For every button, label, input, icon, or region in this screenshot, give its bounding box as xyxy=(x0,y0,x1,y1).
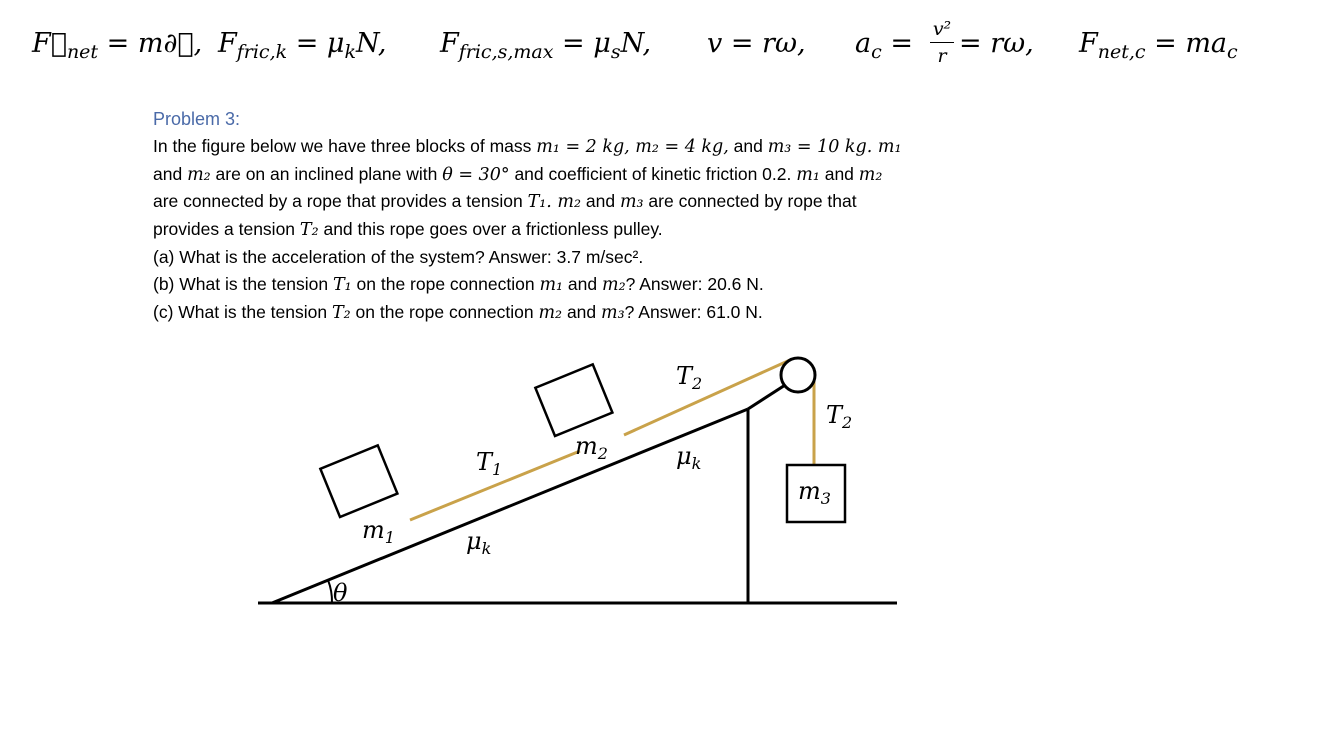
fraction-denominator: r xyxy=(937,45,947,67)
eq-velocity: v = rω, xyxy=(707,28,806,59)
label-mu-k-lower: $\mu_k$ xyxy=(466,527,492,558)
label-theta: θ xyxy=(333,579,348,607)
pulley xyxy=(781,358,815,392)
problem-line-4: provides a tension T₂ and this rope goes over a frictionless pulley. xyxy=(153,219,663,241)
label-m3: $m_3$ xyxy=(798,477,831,508)
eq-newton-second-law: $F⃗_{net}$ = m∂⃗, xyxy=(32,28,203,63)
label-t2-incline: $T_2$ xyxy=(676,362,703,393)
fraction-numerator: v² xyxy=(932,18,952,40)
label-t1: $T_1$ xyxy=(476,448,503,479)
angle-arc xyxy=(328,580,332,603)
label-mu-k-upper: $\mu_k$ xyxy=(676,442,702,473)
block-m1 xyxy=(320,445,397,517)
question-b: (b) What is the tension T₁ on the rope connection m₁ and m₂? Answer: 20.6 N. xyxy=(153,273,764,295)
question-a: (a) What is the acceleration of the system? Answer: 3.7 m/sec². xyxy=(153,246,644,267)
problem-line-1: In the figure below we have three blocks of mass m₁ = 2 kg, m₂ = 4 kg, and m₃ = 10 kg. m₁ xyxy=(153,135,902,157)
problem-title: Problem 3: xyxy=(153,109,241,129)
label-t2-vertical: $T_2$ xyxy=(826,401,853,432)
eq-static-friction: $F_{fric,s,max} = \mu_sN$, xyxy=(440,28,652,63)
label-m1: $m_1$ xyxy=(362,516,395,547)
block-m2 xyxy=(535,364,612,436)
eq-centripetal-rhs: = rω, xyxy=(959,28,1034,59)
eq-kinetic-friction: $F_{fric,k} = \mu_kN$, xyxy=(218,28,387,63)
problem-line-3: are connected by a rope that provides a tension T₁. m₂ and m₃ are connected by rope that xyxy=(153,191,857,213)
eq-centripetal-force: $F_{net,c} = ma_c$ xyxy=(1079,28,1238,63)
label-m2: $m_2$ xyxy=(575,432,608,463)
eq-centripetal-lhs: $a_c$ = xyxy=(855,28,913,63)
question-c: (c) What is the tension T₂ on the rope connection m₂ and m₃? Answer: 61.0 N. xyxy=(153,301,763,323)
problem-line-2: and m₂ are on an inclined plane with θ = 30° and coefficient of kinetic friction 0.2. m₁ and m₂ xyxy=(153,163,883,185)
